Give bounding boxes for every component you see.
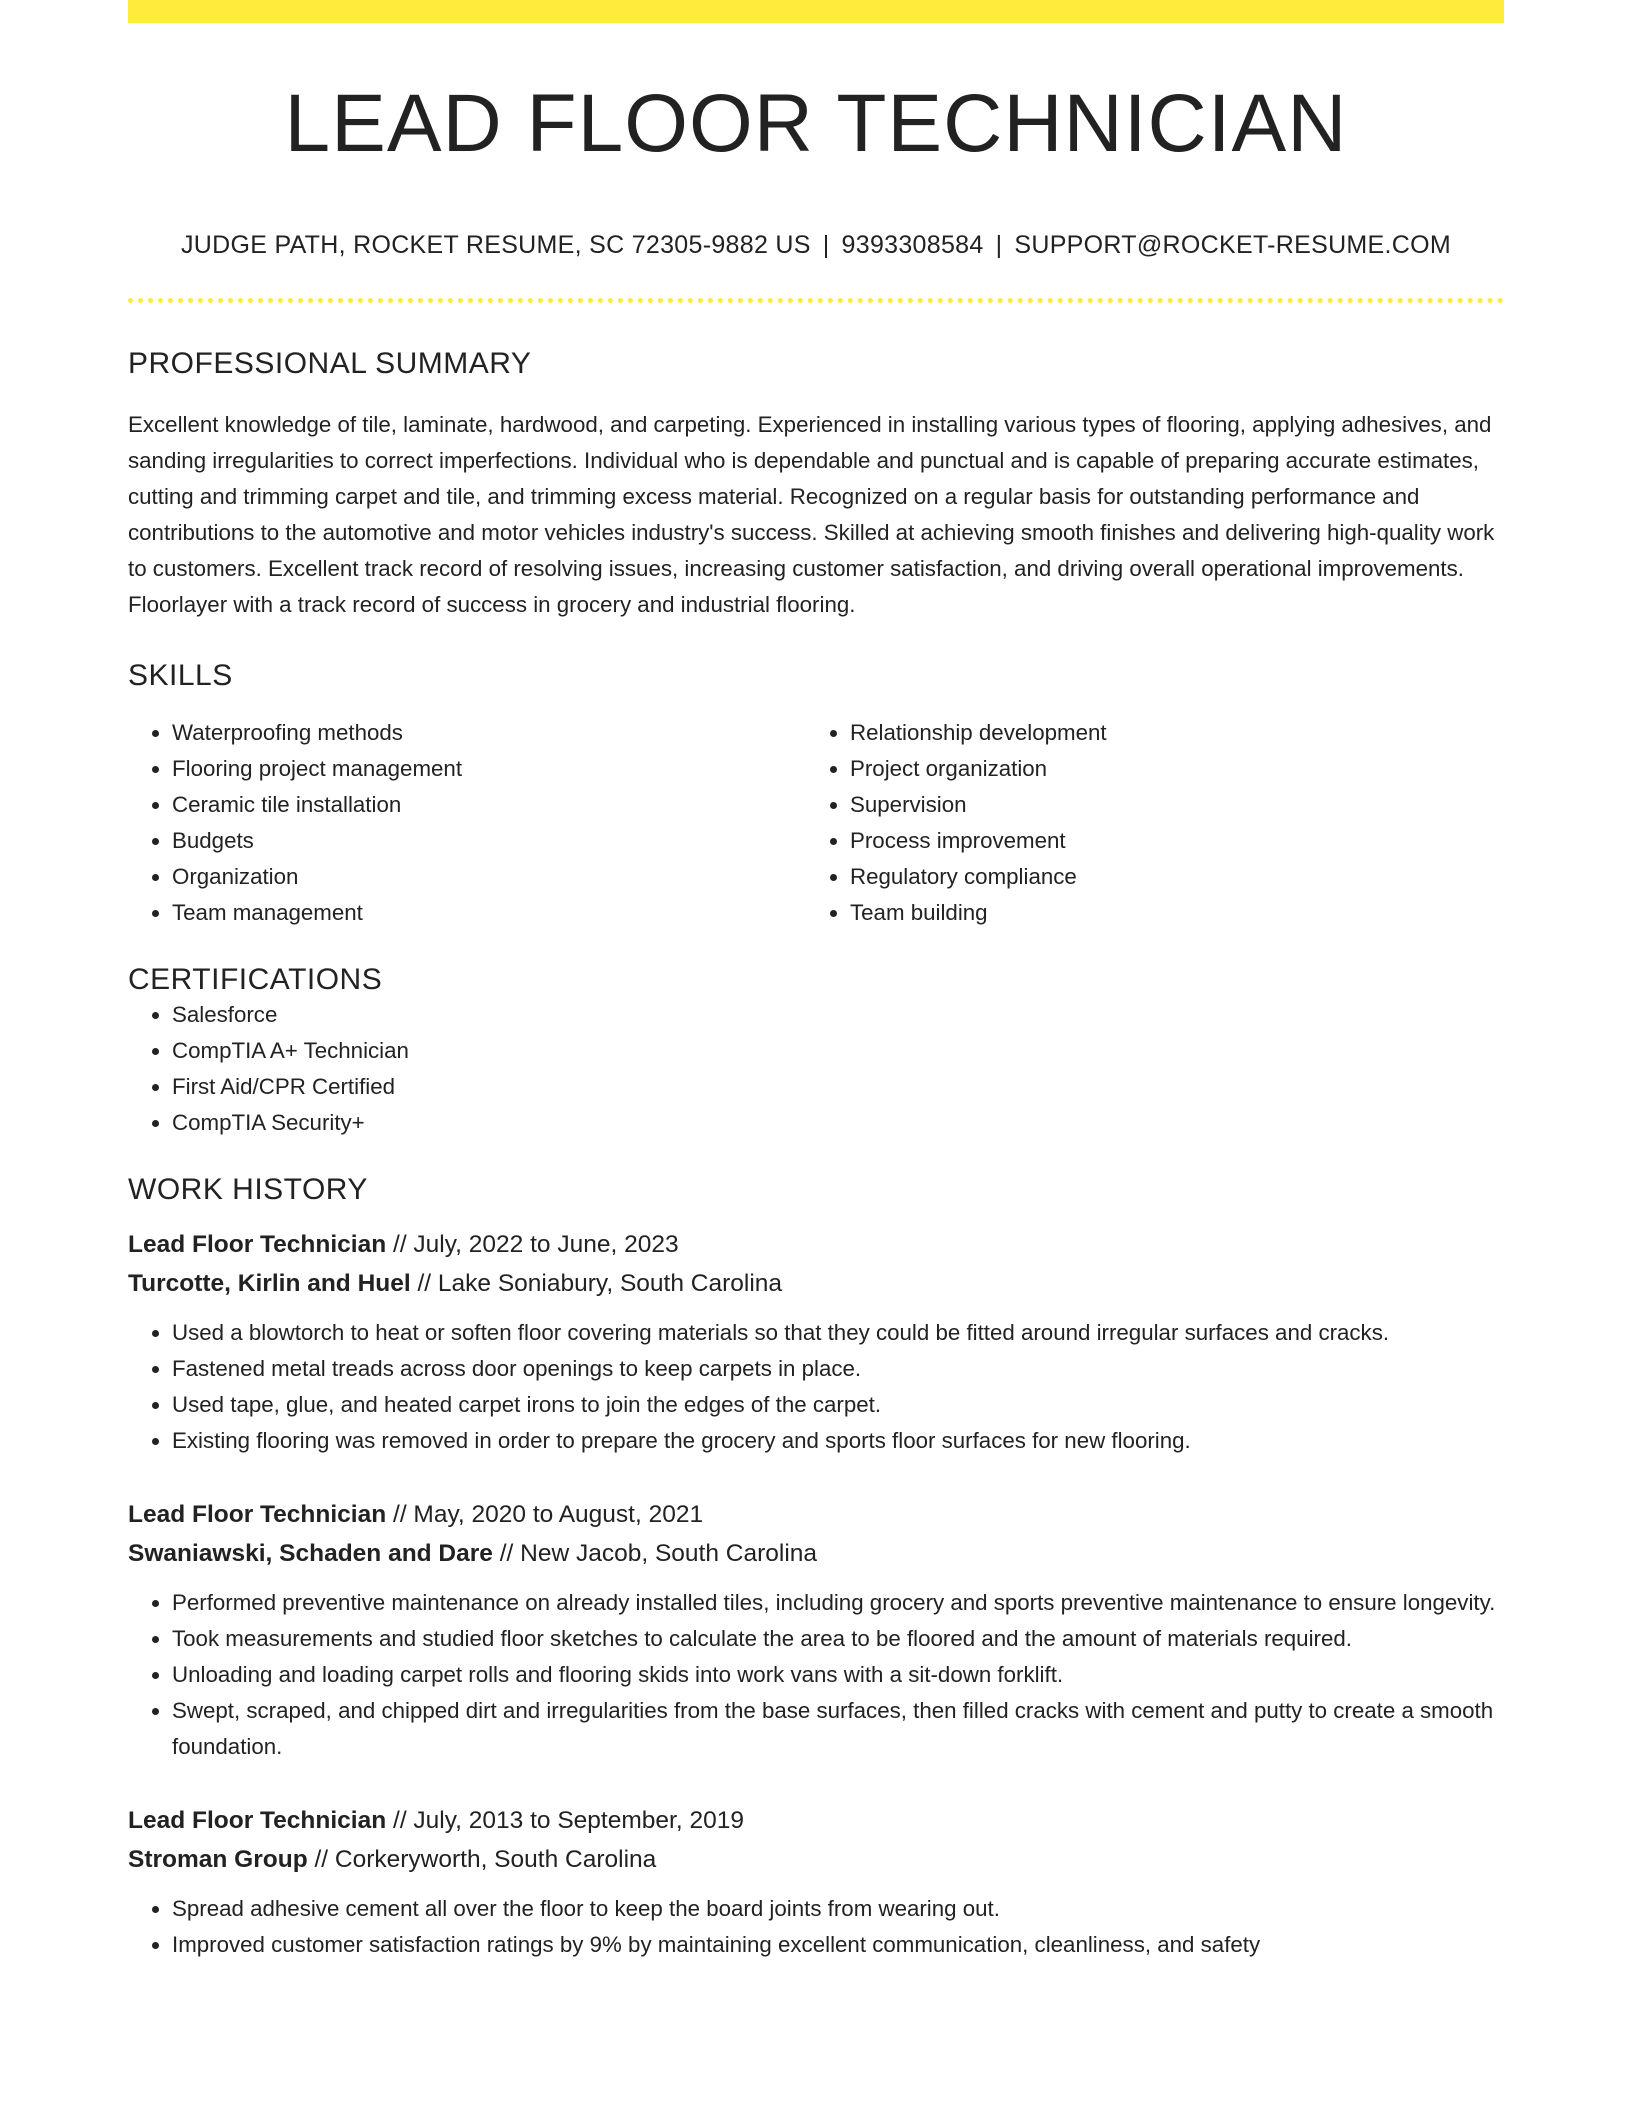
job-bullet: • Performed preventive maintenance on already installed tiles, including grocery and sports preventive maintenance to ensure longevity.: [172, 1585, 1504, 1621]
skill-item: • Ceramic tile installation: [172, 787, 806, 823]
job-entry: [128, 1801, 1504, 1963]
job-bullet: • Swept, scraped, and chipped dirt and irregularities from the base surfaces, then filled cracks with cement and putty to create a smooth foundation.: [172, 1693, 1504, 1765]
section-title-work-history: WORK HISTORY: [128, 1173, 368, 1206]
accent-top-bar: [128, 0, 1504, 23]
certification-item: • CompTIA Security+: [172, 1105, 1504, 1141]
skill-item: • Project organization: [850, 751, 1484, 787]
job-location: // Lake Soniabury, South Carolina: [410, 1270, 783, 1297]
certification-item: • Salesforce: [172, 997, 1504, 1033]
job-role-line: [128, 1801, 1504, 1840]
job-bullets: [128, 1315, 1504, 1459]
job-company: Swaniawski, Schaden and Dare: [128, 1540, 493, 1567]
job-bullet: • Took measurements and studied floor sketches to calculate the area to be floored and the amount of materials required.: [172, 1621, 1504, 1657]
contact-line: [128, 231, 1504, 260]
job-bullets: [128, 1585, 1504, 1765]
certification-item: • CompTIA A+ Technician: [172, 1033, 1504, 1069]
summary-text: Excellent knowledge of tile, laminate, hardwood, and carpeting. Experienced in installing various types of flooring, applying adhesives, and sanding irregularities to correct imperfections. Individual who is dependable and punctual and is capable of preparing accurate estimates, cutting and trimming carpet and tile, and trimming excess material. Recognized on a regular basis for outstanding performance and contributions to the automotive and motor vehicles industry's success. Skilled at achieving smooth finishes and delivering high-quality work to customers. Excellent track record of resolving issues, increasing customer satisfaction, and driving overall operational improvements. Floorlayer with a track record of success in grocery and industrial flooring.: [128, 412, 1495, 617]
skill-item: • Regulatory compliance: [850, 859, 1484, 895]
job-role-line: [128, 1495, 1504, 1534]
job-company-line: [128, 1840, 1504, 1879]
job-company-line: [128, 1534, 1504, 1573]
job-role: Lead Floor Technician: [128, 1807, 387, 1834]
job-company-line: [128, 1264, 1504, 1303]
job-bullet: • Existing flooring was removed in order to prepare the grocery and sports floor surfaces for new flooring.: [172, 1423, 1504, 1459]
skill-item: • Supervision: [850, 787, 1484, 823]
skills-columns: [128, 715, 1504, 931]
job-dates: // July, 2013 to September, 2019: [386, 1807, 744, 1834]
job-role: Lead Floor Technician: [128, 1231, 387, 1258]
job-company: Stroman Group: [128, 1846, 308, 1873]
job-location: // New Jacob, South Carolina: [492, 1540, 818, 1567]
job-role: Lead Floor Technician: [128, 1501, 387, 1528]
resume-page: [128, 0, 1504, 1963]
skill-item: • Flooring project management: [172, 751, 806, 787]
skill-item: • Relationship development: [850, 715, 1484, 751]
section-title-certifications: CERTIFICATIONS: [128, 963, 383, 996]
section-title-skills: SKILLS: [128, 659, 233, 692]
job-bullet: • Fastened metal treads across door openings to keep carpets in place.: [172, 1351, 1504, 1387]
job-dates: // May, 2020 to August, 2021: [386, 1501, 704, 1528]
job-dates: // July, 2022 to June, 2023: [386, 1231, 679, 1258]
dotted-divider: [128, 298, 1504, 303]
contact-separator: |: [995, 231, 1003, 259]
skills-list-left: [128, 715, 806, 931]
job-role-line: [128, 1225, 1504, 1264]
skill-item: • Team management: [172, 895, 806, 931]
job-entry: [128, 1495, 1504, 1765]
job-location: // Corkeryworth, South Carolina: [307, 1846, 657, 1873]
skill-item: • Organization: [172, 859, 806, 895]
skill-item: • Team building: [850, 895, 1484, 931]
resume-title: LEAD FLOOR TECHNICIAN: [284, 78, 1348, 169]
job-bullet: • Used a blowtorch to heat or soften floor covering materials so that they could be fitted around irregular surfaces and cracks.: [172, 1315, 1504, 1351]
skills-list-right: [806, 715, 1484, 931]
section-title-summary: PROFESSIONAL SUMMARY: [128, 347, 532, 380]
skill-item: • Budgets: [172, 823, 806, 859]
job-bullet: • Spread adhesive cement all over the floor to keep the board joints from wearing out.: [172, 1891, 1504, 1927]
job-bullets: [128, 1891, 1504, 1963]
job-bullet: • Improved customer satisfaction ratings by 9% by maintaining excellent communication, cleanliness, and safety: [172, 1927, 1504, 1963]
skill-item: • Waterproofing methods: [172, 715, 806, 751]
contact-separator: |: [822, 231, 830, 259]
job-company: Turcotte, Kirlin and Huel: [128, 1270, 411, 1297]
job-bullet: • Used tape, glue, and heated carpet irons to join the edges of the carpet.: [172, 1387, 1504, 1423]
certifications-list: [128, 997, 1504, 1141]
contact-email: SUPPORT@ROCKET-RESUME.COM: [1014, 231, 1452, 259]
contact-address: JUDGE PATH, ROCKET RESUME, SC 72305-9882 US: [180, 231, 811, 259]
skill-item: • Process improvement: [850, 823, 1484, 859]
certification-item: • First Aid/CPR Certified: [172, 1069, 1504, 1105]
contact-phone: 9393308584: [841, 231, 984, 259]
job-entry: [128, 1225, 1504, 1459]
job-bullet: • Unloading and loading carpet rolls and flooring skids into work vans with a sit-down forklift.: [172, 1657, 1504, 1693]
